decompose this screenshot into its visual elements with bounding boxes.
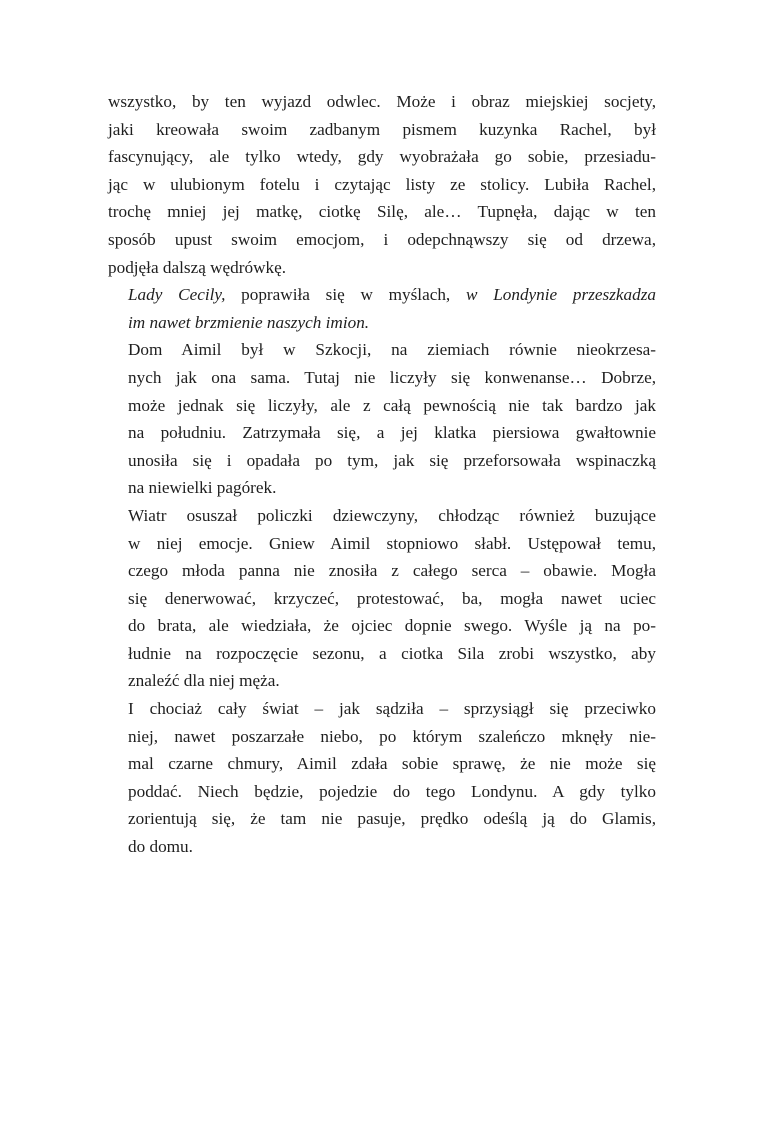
text-line: nych jak ona sama. Tutaj nie liczyły się konwenanse… Dobrze, — [128, 367, 656, 387]
text-line: sposób upust swoim emocjom, i odepchnąwszy się od drzewa, — [108, 229, 656, 249]
italic-name-text: Lady Cecily, — [128, 285, 226, 305]
text-line — [108, 281, 656, 309]
text-line: łudnie na rozpoczęcie sezonu, a ciotka Sila zrobi wszystko, aby — [128, 643, 656, 663]
text-line: unosiła się i opadała po tym, jak się przeforsowała wspinaczką — [128, 450, 656, 470]
book-page-text — [108, 88, 656, 861]
text-line: na niewielki pagórek. — [128, 478, 277, 498]
text-line: znaleźć dla niej męża. — [128, 671, 280, 691]
text-line: niej, nawet poszarzałe niebo, po którym szaleńczo mknęły nie- — [128, 726, 656, 746]
paragraph-1 — [108, 88, 656, 281]
paragraph-4 — [108, 502, 656, 695]
paragraph-3 — [108, 336, 656, 502]
text-line: do brata, ale wiedziała, że ojciec dopnie swego. Wyśle ją na po- — [128, 616, 656, 636]
text-line: jaki kreowała swoim zadbanym pismem kuzynka Rachel, był — [108, 119, 656, 139]
text-line: I chociaż cały świat – jak sądziła – sprzysiągł się przeciwko — [128, 699, 656, 719]
text-line: jąc w ulubionym fotelu i czytając listy ze stolicy. Lubiła Rachel, — [108, 174, 656, 194]
text-line: zorientują się, że tam nie pasuje, prędko odeślą ją do Glamis, — [128, 809, 656, 829]
roman-text: poprawiła się w myślach, — [225, 285, 466, 305]
italic-thought-text: w Londynie przeszkadza — [465, 285, 657, 305]
text-line: może jednak się liczyły, ale z całą pewnością nie tak bardzo jak — [128, 395, 656, 415]
text-line: podjęła dalszą wędrówkę. — [108, 257, 287, 277]
text-line: fascynujący, ale tylko wtedy, gdy wyobrażała go sobie, przesiadu- — [108, 147, 656, 167]
paragraph-2 — [108, 281, 656, 336]
text-line: w niej emocje. Gniew Aimil stopniowo słabł. Ustępował temu, — [128, 533, 656, 553]
text-line: na południu. Zatrzymała się, a jej klatka piersiowa gwałtownie — [128, 423, 656, 443]
text-line: Dom Aimil był w Szkocji, na ziemiach równie nieokrzesa- — [128, 340, 656, 360]
text-line: się denerwować, krzyczeć, protestować, ba, mogła nawet uciec — [128, 588, 656, 608]
text-line: do domu. — [128, 837, 193, 857]
text-line: mal czarne chmury, Aimil zdała sobie sprawę, że nie może się — [128, 754, 656, 774]
italic-thought-line: im nawet brzmienie naszych imion. — [128, 312, 370, 332]
text-line: wszystko, by ten wyjazd odwlec. Może i obraz miejskiej socjety, — [108, 92, 656, 111]
paragraph-5 — [108, 695, 656, 861]
text-line: Wiatr osuszał policzki dziewczyny, chłodząc również buzujące — [128, 505, 656, 525]
text-line: poddać. Niech będzie, pojedzie do tego Londynu. A gdy tylko — [128, 781, 656, 801]
text-line: czego młoda panna nie znosiła z całego serca – obawie. Mogła — [128, 561, 656, 581]
text-line: trochę mniej jej matkę, ciotkę Silę, ale… Tupnęła, dając w ten — [108, 202, 656, 222]
